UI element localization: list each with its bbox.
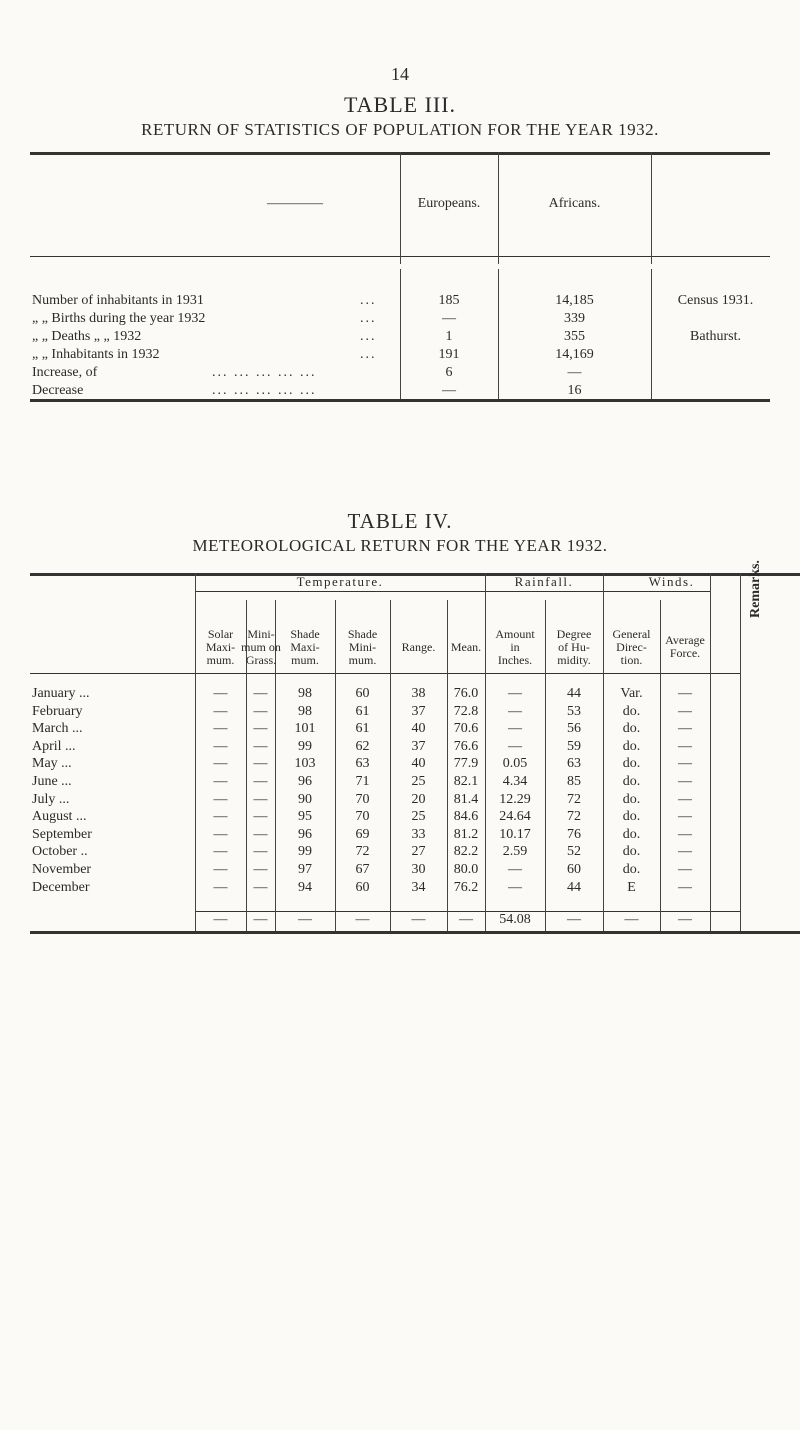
wind-direction-value: do. [622,721,641,737]
row-label: Number of inhabitants in 1931 [32,293,204,308]
shade-max-value: 96 [298,774,312,789]
rain-amount-value: 4.34 [502,774,528,789]
humidity-value: 72 [567,791,581,807]
wind-force-header [660,634,710,660]
row-label: Increase, of [32,365,98,380]
wind-force-value: — [678,686,692,701]
header-line: Average [665,633,705,647]
min-grass-value: — [253,826,268,842]
wind-force-value: — [678,791,692,807]
europeans-value: 6 [445,365,453,380]
wind-direction-value: do. [622,756,641,772]
wind-force-value: — [678,756,692,772]
range-header: Range. [401,640,436,654]
africans-value: 16 [567,383,582,398]
shade-max-header [275,628,335,667]
header-line: Amount [495,627,535,641]
winds-group-header: Winds. [648,574,695,589]
europeans-value: 191 [438,347,460,362]
total-shade-max-value: — [298,912,312,927]
shade-min-header [335,628,390,667]
wind-force-value: — [678,862,692,877]
range-value: 40 [411,721,426,737]
mean-value: 72.8 [453,703,479,719]
shade-min-value: 67 [355,862,370,877]
total-humidity-value: — [567,912,581,927]
month-label: November [32,862,92,877]
range-value: 34 [411,879,426,895]
rain-amount-value: — [508,738,522,754]
africans-value: 355 [564,329,585,344]
wind-direction-value: do. [622,738,641,754]
page-number: 14 [391,64,409,84]
month-label: June ... [32,774,72,789]
wind-force-value: — [678,844,692,860]
month-label: March ... [32,721,83,737]
wind-force-value: — [678,826,692,842]
wind-force-value: — [678,774,692,789]
wind-direction-value: E [627,879,636,895]
header-line: mum. [348,653,377,667]
wind-direction-value: do. [622,791,641,807]
rainfall-group-header: Rainfall. [514,574,574,589]
min-grass-value: — [253,721,268,737]
solar-max-value: — [213,686,228,701]
europeans-value: 1 [445,329,453,344]
shade-min-value: 70 [355,809,370,825]
solar-max-value: — [213,862,228,877]
wind-force-value: — [678,809,692,825]
row-label: „ „ Deaths „ „ 1932 [32,329,142,344]
header-line: of Hu- [558,640,590,654]
range-value: 30 [411,862,426,877]
wind-force-value: — [678,703,692,719]
solar-max-value: — [213,879,228,895]
range-value: 40 [411,756,426,772]
header-line: tion. [620,653,643,667]
header-line: Degree [556,627,592,641]
total-rain-amount-value: 54.08 [499,912,531,927]
shade-max-value: 103 [294,756,316,772]
europeans-value: 185 [438,293,460,308]
header-line: Maxi- [290,640,320,654]
month-label: February [32,703,83,719]
europeans-value: — [442,383,456,398]
wind-direction-value: do. [622,844,641,860]
mean-value: 82.2 [453,844,479,860]
remarks-location: Bathurst. [690,329,741,344]
wind-force-value: — [678,721,692,737]
month-label: July ... [32,791,70,807]
rain-amount-value: 10.17 [499,826,531,842]
table4-header-rule [30,673,740,674]
range-value: 38 [411,686,426,701]
solar-max-value: — [213,738,228,754]
leader-dots: ... ... ... ... ... [212,383,317,398]
header-line: Grass. [245,653,277,667]
solar-max-value: — [213,844,228,860]
shade-min-value: 63 [355,756,370,772]
rain-amount-value: 24.64 [499,809,531,825]
temperature-group-header: Temperature. [296,574,384,589]
mean-value: 81.4 [453,791,479,807]
shade-max-value: 96 [298,826,312,842]
africans-value: 14,185 [555,293,594,308]
rain-amount-value: 0.05 [502,756,528,772]
range-value: 37 [411,738,426,754]
shade-min-value: 60 [355,879,370,895]
shade-min-value: 71 [355,774,370,789]
min-grass-value: — [253,879,268,895]
rain-amount-value: — [508,721,522,737]
header-line: midity. [557,653,591,667]
remarks-header: Remarks. [748,560,763,618]
humidity-value: 52 [567,844,581,860]
solar-max-value: — [213,809,228,825]
min-grass-value: — [253,774,268,789]
table3-bottom-rule [30,399,770,402]
header-line: Shade [290,627,320,641]
header-line: mum on [241,640,281,654]
shade-max-value: 90 [298,791,312,807]
humidity-value: 76 [567,826,581,842]
leader-dots: ... [360,347,377,362]
min-grass-value: — [253,862,268,877]
month-label: October .. [32,844,88,860]
range-value: 37 [411,703,426,719]
range-value: 27 [411,844,426,860]
range-value: 25 [411,774,426,789]
humidity-value: 85 [567,774,581,789]
header-line: in [510,640,520,654]
table3-divider [651,152,652,264]
shade-min-value: 61 [355,703,370,719]
wind-direction-value: do. [622,774,641,789]
header-line: mum. [291,653,319,667]
table3-subtitle: RETURN OF STATISTICS OF POPULATION FOR THE YEAR 1932. [141,120,659,139]
month-label: January ... [32,686,90,701]
humidity-value: 56 [567,721,581,737]
mean-value: 82.1 [453,774,479,789]
min-grass-value: — [253,844,268,860]
header-line: Mini- [348,640,377,654]
row-label: Decrease [32,383,84,398]
mean-value: 70.6 [453,721,479,737]
mean-value: 80.0 [453,862,479,877]
humidity-value: 63 [567,756,581,772]
africans-value: 14,169 [555,347,594,362]
total-wind-direction-value: — [624,912,639,927]
table3-europeans-header: Europeans. [417,196,481,211]
table4-group-rule [195,591,710,592]
leader-dots: ... ... ... ... ... [212,365,317,380]
month-label: December [32,879,90,895]
header-line: mum. [206,653,235,667]
row-label: „ „ Births during the year 1932 [32,311,206,326]
shade-max-value: 94 [298,879,312,895]
mean-header: Mean. [450,640,482,654]
mean-value: 76.6 [453,738,479,754]
remarks-census: Census 1931. [677,293,754,308]
shade-max-value: 101 [294,721,316,737]
leader-dots: ... [360,293,377,308]
humidity-value: 44 [567,686,581,701]
min-grass-value: — [253,686,268,701]
min-grass-value: — [253,756,268,772]
rain-amount-value: 12.29 [499,791,531,807]
total-wind-force-value: — [678,912,692,927]
mean-value: 77.9 [453,756,479,772]
humidity-value: 59 [567,738,581,754]
shade-max-value: 99 [298,738,312,754]
header-line: Shade [347,627,378,641]
humidity-value: 44 [567,879,581,895]
humidity-value: 72 [567,809,581,825]
humidity-value: 60 [567,862,581,877]
mean-value: 76.2 [453,879,479,895]
shade-min-value: 60 [355,686,370,701]
min-grass-value: — [253,791,268,807]
solar-max-value: — [213,826,228,842]
min-grass-value: — [253,703,268,719]
range-value: 20 [411,791,426,807]
rain-amount-value: — [508,703,522,719]
min-grass-value: — [253,738,268,754]
wind-direction-value: do. [622,809,641,825]
range-value: 33 [411,826,426,842]
total-range-value: — [411,912,426,927]
africans-value: — [567,365,582,380]
month-label: September [32,826,92,842]
wind-direction-value: Var. [620,686,643,701]
shade-min-value: 69 [355,826,370,842]
month-label: May ... [32,756,72,772]
shade-max-value: 99 [298,844,312,860]
rain-amount-value: — [508,879,522,895]
wind-direction-value: do. [622,826,641,842]
row-label: „ „ Inhabitants in 1932 [32,347,160,362]
mean-value: 76.0 [453,686,479,701]
header-line: Mini- [247,627,275,641]
wind-force-value: — [678,738,692,754]
header-line: General [612,627,651,641]
table4-bottom-rule [30,931,800,934]
solar-max-value: — [213,791,228,807]
shade-min-value: 70 [355,791,370,807]
header-line: Direc- [616,640,647,654]
column-divider [710,573,711,931]
wind-direction-value: do. [622,703,641,719]
table4-subtitle: METEOROLOGICAL RETURN FOR THE YEAR 1932. [192,536,608,555]
rain-amount-value: 2.59 [502,844,528,860]
wind-force-value: — [678,879,692,895]
wind-direction-header [603,628,660,667]
africans-value: 339 [564,311,585,326]
humidity-value: 53 [567,703,581,719]
month-label: August ... [32,809,87,825]
shade-min-value: 62 [355,738,370,754]
table4-title: TABLE IV. [347,509,453,533]
solar-max-value: — [213,703,228,719]
shade-max-value: 98 [298,703,312,719]
range-value: 25 [411,809,426,825]
mean-value: 81.2 [453,826,479,842]
solar-max-value: — [213,721,228,737]
table3-title: TABLE III. [343,92,457,117]
shade-max-value: 97 [298,862,312,877]
month-label: April ... [32,738,76,754]
wind-direction-value: do. [622,862,641,877]
mean-value: 84.6 [453,809,479,825]
header-line: Inches. [497,653,533,667]
shade-min-value: 72 [355,844,370,860]
header-line: Solar [207,627,234,641]
column-divider [740,573,741,931]
europeans-value: — [442,311,456,326]
total-solar-max-value: — [213,912,228,927]
table3-africans-header: Africans. [548,196,601,211]
shade-max-value: 98 [298,686,312,701]
table3-blank-header: ———— [267,196,323,211]
leader-dots: ... [360,329,377,344]
solar-max-value: — [213,756,228,772]
shade-max-value: 95 [298,809,312,825]
leader-dots: ... [360,311,377,326]
shade-min-value: 61 [355,721,370,737]
rain-amount-header [485,628,545,667]
rain-amount-value: — [508,862,522,877]
total-mean-value: — [459,912,473,927]
header-line: Force. [669,646,701,660]
total-min-grass-value: — [253,912,268,927]
humidity-header [545,628,603,667]
min-grass-value: — [253,809,268,825]
total-shade-min-value: — [355,912,370,927]
header-line: Maxi- [205,640,236,654]
solar-max-value: — [213,774,228,789]
rain-amount-value: — [508,686,522,701]
